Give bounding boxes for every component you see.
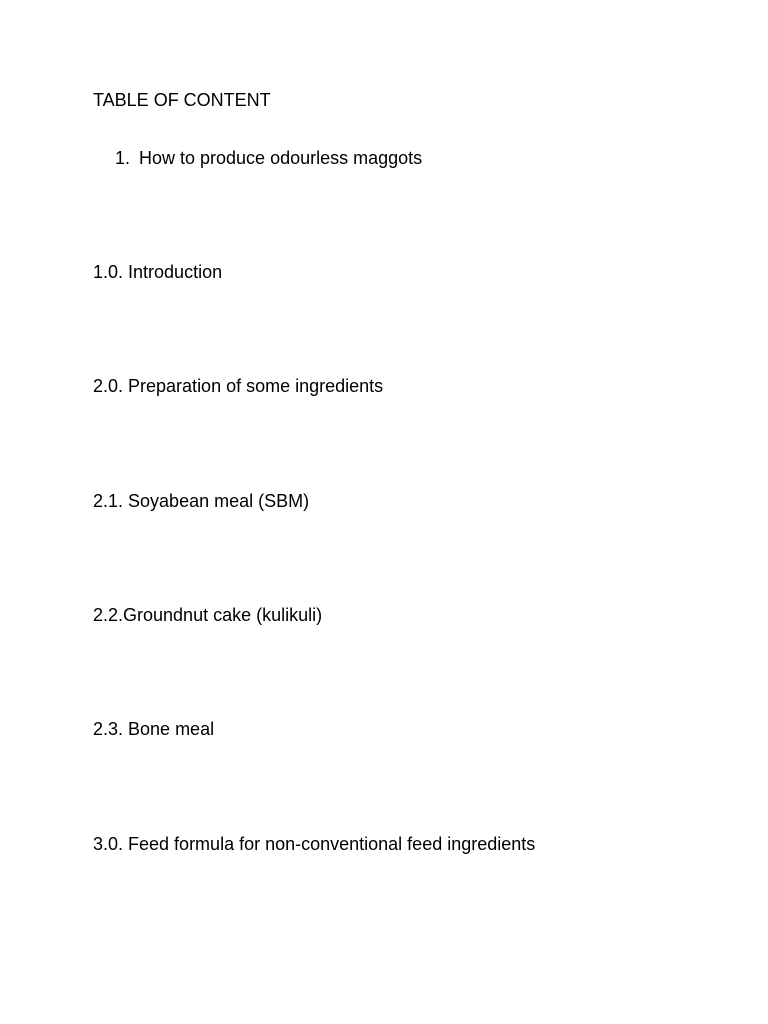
toc-item-number: 1.: [115, 148, 131, 168]
toc-entry-soyabean-meal: 2.1. Soyabean meal (SBM): [93, 491, 310, 511]
toc-item-text: How to produce odourless maggots: [139, 148, 423, 168]
toc-heading: TABLE OF CONTENT: [93, 90, 271, 110]
toc-numbered-item: [115, 147, 422, 169]
toc-entry-groundnut-cake: 2.2.Groundnut cake (kulikuli): [93, 605, 323, 625]
toc-entry-bone-meal: 2.3. Bone meal: [93, 719, 215, 739]
toc-entry-preparation: 2.0. Preparation of some ingredients: [93, 376, 384, 396]
toc-entry-introduction: 1.0. Introduction: [93, 262, 223, 282]
toc-entry-feed-formula: 3.0. Feed formula for non-conventional feed ingredients: [93, 834, 536, 854]
